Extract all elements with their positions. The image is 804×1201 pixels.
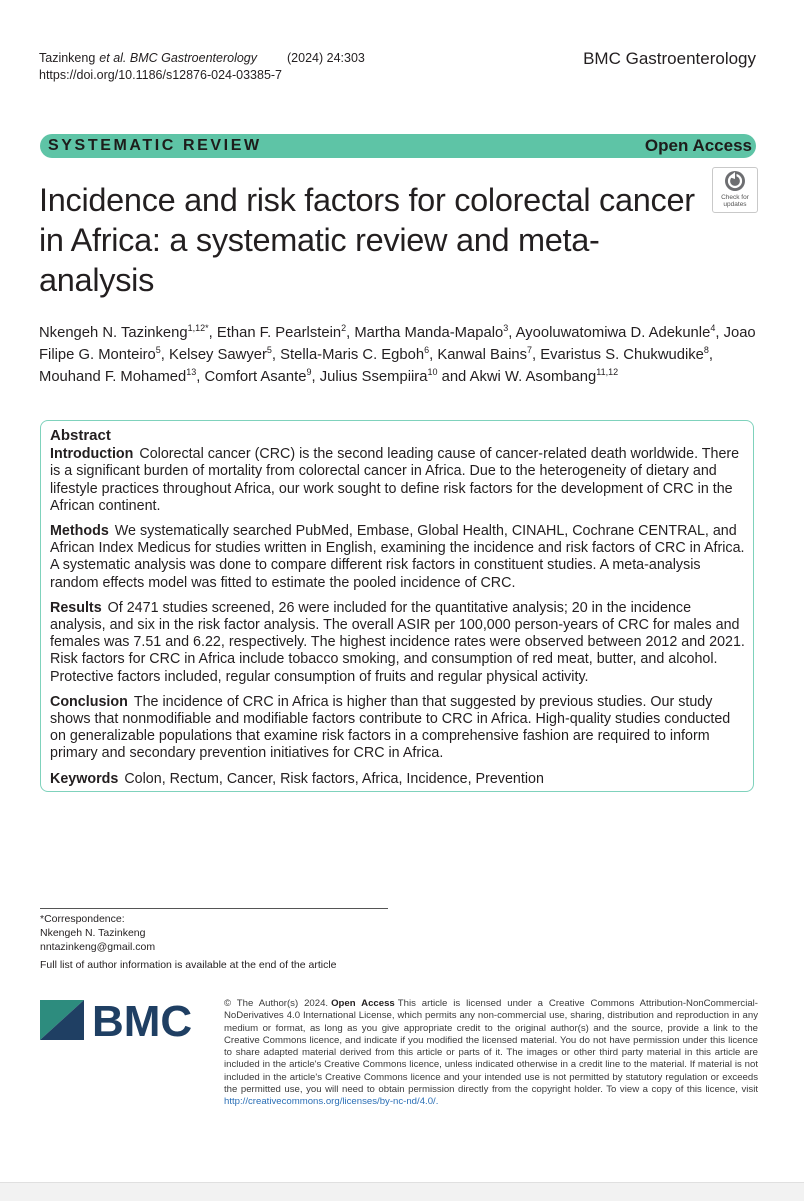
article-title: Incidence and risk factors for colorectal cancer in Africa: a systematic review and meta-analysis [39, 182, 695, 298]
article-type-label: SYSTEMATIC REVIEW [48, 137, 262, 154]
author-info-note: Full list of author information is available at the end of the article [40, 959, 337, 971]
author-affiliation: 5 [155, 345, 161, 356]
abstract-heading: Abstract [50, 427, 111, 444]
license-body: This article is licensed under a Creative Commons Attribution-NonCommercial-NoDerivatives 4.0 International License, which permits any non-commercial use, sharing, distribution and reproduction in any medium or format, as long as you give appropriate credit to the original author(s) and the source, provide a link to the Creative Commons licence, and indicate if you modified the licensed material. You do not have permission under this licence to share adapted material derived from this article or parts of it. The images or other third party material in this article are included in the article's Creative Commons licence, unless indicated otherwise in a credit line to the material. If material is not included in the article's Creative Commons licence and your intended use is not permitted by statutory regulation or exceeds the permitted use, you will need to obtain permission directly from the copyright holder. To view a copy of this licence, visit [224, 998, 758, 1096]
author-affiliation: 8 [703, 345, 709, 356]
author: Ethan F. Pearlstein [216, 325, 342, 341]
license-lead: © The Author(s) 2024. [224, 998, 329, 1009]
license-link[interactable]: http://creativecommons.org/licenses/by-nc-nd/4.0/. [224, 1096, 439, 1108]
header-doi-link[interactable]: https://doi.org/10.1186/s12876-024-03385-7 [39, 68, 283, 82]
check-for-updates-badge[interactable] [712, 167, 758, 213]
footnote-divider [40, 908, 388, 909]
author-affiliation: 3 [503, 323, 509, 334]
author-affiliation: 10 [427, 367, 438, 378]
author-affiliation: 5 [266, 345, 272, 356]
check-for-updates-label: Check for updates [721, 194, 749, 208]
author: Akwi W. Asombang [469, 369, 597, 385]
check-for-updates-icon [713, 168, 757, 194]
bmc-logo [40, 996, 210, 1044]
author: Mouhand F. Mohamed [39, 369, 187, 385]
open-access-label: Open Access [644, 136, 752, 155]
section-text: Colon, Rectum, Cancer, Risk factors, Africa, Incidence, Prevention [124, 770, 544, 787]
author-affiliation: 13 [186, 367, 197, 378]
abstract-results [50, 600, 746, 686]
correspondence-label: *Correspondence: [40, 913, 125, 925]
author: Evaristus S. Chukwudike [540, 347, 704, 363]
author: Stella-Maris C. Egboh [280, 347, 425, 363]
correspondence [40, 912, 155, 954]
section-label: Keywords [50, 770, 119, 787]
author-affiliation: 6 [424, 345, 430, 356]
correspondence-email[interactable]: nntazinkeng@gmail.com [40, 941, 156, 953]
author-list: Nkengeh N. Tazinkeng$^{1,12*}$, Ethan F. Pearlstein$^2$, Martha Manda-Mapalo$^3$, Ayooluwatomiwa D. Adekunle$^4$, Joao Filipe G. Monteiro$^5$, Kelsey Sawyer$^5$, Stella-Maris C. Egboh$^6$, Kanwal Bains$^7$, Evaristus S. Chukwudike$^8$, Mouhand F. Mohamed$^{13}$, Comfort Asante$^9$, Julius Ssempiira$^{10}$ and Akwi W. Asombang$^{11,12}$ [39, 323, 756, 385]
running-header [39, 50, 365, 84]
section-text: Colorectal cancer (CRC) is the second leading cause of cancer-related death worldwide. There is a significant burden of mortality from colorectal cancer in Africa. Due to the heterogeneity of dietary and lifestyle practices throughout Africa, our work sought to define risk factors for the development of CRC in the African continent. [50, 446, 740, 514]
author: Martha Manda-Mapalo [354, 325, 504, 341]
author: Kelsey Sawyer [169, 347, 267, 363]
header-author: Tazinkeng [39, 51, 96, 65]
section-label: Methods [50, 523, 109, 540]
author-affiliation: 2 [341, 323, 347, 334]
abstract-box [40, 420, 754, 792]
abstract-methods [50, 523, 746, 592]
abstract-keywords [50, 771, 746, 788]
correspondence-name: Nkengeh N. Tazinkeng [40, 927, 146, 939]
author-affiliation: 7 [526, 345, 532, 356]
journal-name: BMC Gastroenterology [583, 49, 756, 68]
bottom-strip [0, 1182, 804, 1201]
bmc-logo-text: BMC [92, 997, 193, 1044]
section-text: Of 2471 studies screened, 26 were included for the quantitative analysis; 20 in the incidence analysis, and six in the risk factor analysis. The overall ASIR per 100,000 person-years of CRC for males and females was 7.51 and 6.22, respectively. The highest incidence rates were observed between 2012 and 2021. Risk factors for CRC in Africa include tobacco smoking, and consumption of red meat, butter, and alcohol. Protective factors included, regular consumption of fruits and regular physical activity. [50, 599, 745, 685]
abstract-conclusion [50, 694, 746, 763]
authors-and: and [441, 369, 467, 385]
author: Comfort Asante [204, 369, 307, 385]
author-affiliation: 4 [710, 323, 716, 334]
license-text [224, 998, 758, 1109]
section-text: The incidence of CRC in Africa is higher than that suggested by previous studies. Our study shows that nonmodifiable and modifiable factors contribute to CRC in Africa. High-quality studies conducted on generalizable populations that examine risk factors in a comprehensive fashion are required to inform primary and secondary prevention initiatives for CRC in Africa. [50, 693, 731, 762]
author-affiliation: 11,12 [596, 367, 619, 378]
author: Julius Ssempiira [319, 369, 428, 385]
section-text: We systematically searched PubMed, Embase, Global Health, CINAHL, Cochrane CENTRAL, and African Index Medicus for studies written in English, examining the incidence and risk factors of CRC in Africa. A systematic analysis was done to compare different risk factors in constituent studies. A meta-analysis random effects model was fitted to estimate the pooled incidence of CRC. [50, 523, 745, 591]
author: Kanwal Bains [437, 347, 527, 363]
section-label: Conclusion [50, 693, 128, 710]
author: Ayooluwatomiwa D. Adekunle [515, 325, 711, 341]
section-label: Introduction [50, 446, 134, 463]
header-journal: et al. BMC Gastroenterology [99, 51, 258, 65]
author-affiliation: 9 [306, 367, 312, 378]
license-open-access: Open Access [331, 998, 395, 1009]
header-volume: (2024) 24:303 [287, 51, 365, 65]
author: Joao Filipe G. Monteiro [39, 325, 756, 363]
section-label: Results [50, 599, 102, 616]
abstract-introduction [50, 446, 746, 515]
author-affiliation: 1,12* [187, 323, 209, 334]
author: Nkengeh N. Tazinkeng [39, 325, 188, 341]
